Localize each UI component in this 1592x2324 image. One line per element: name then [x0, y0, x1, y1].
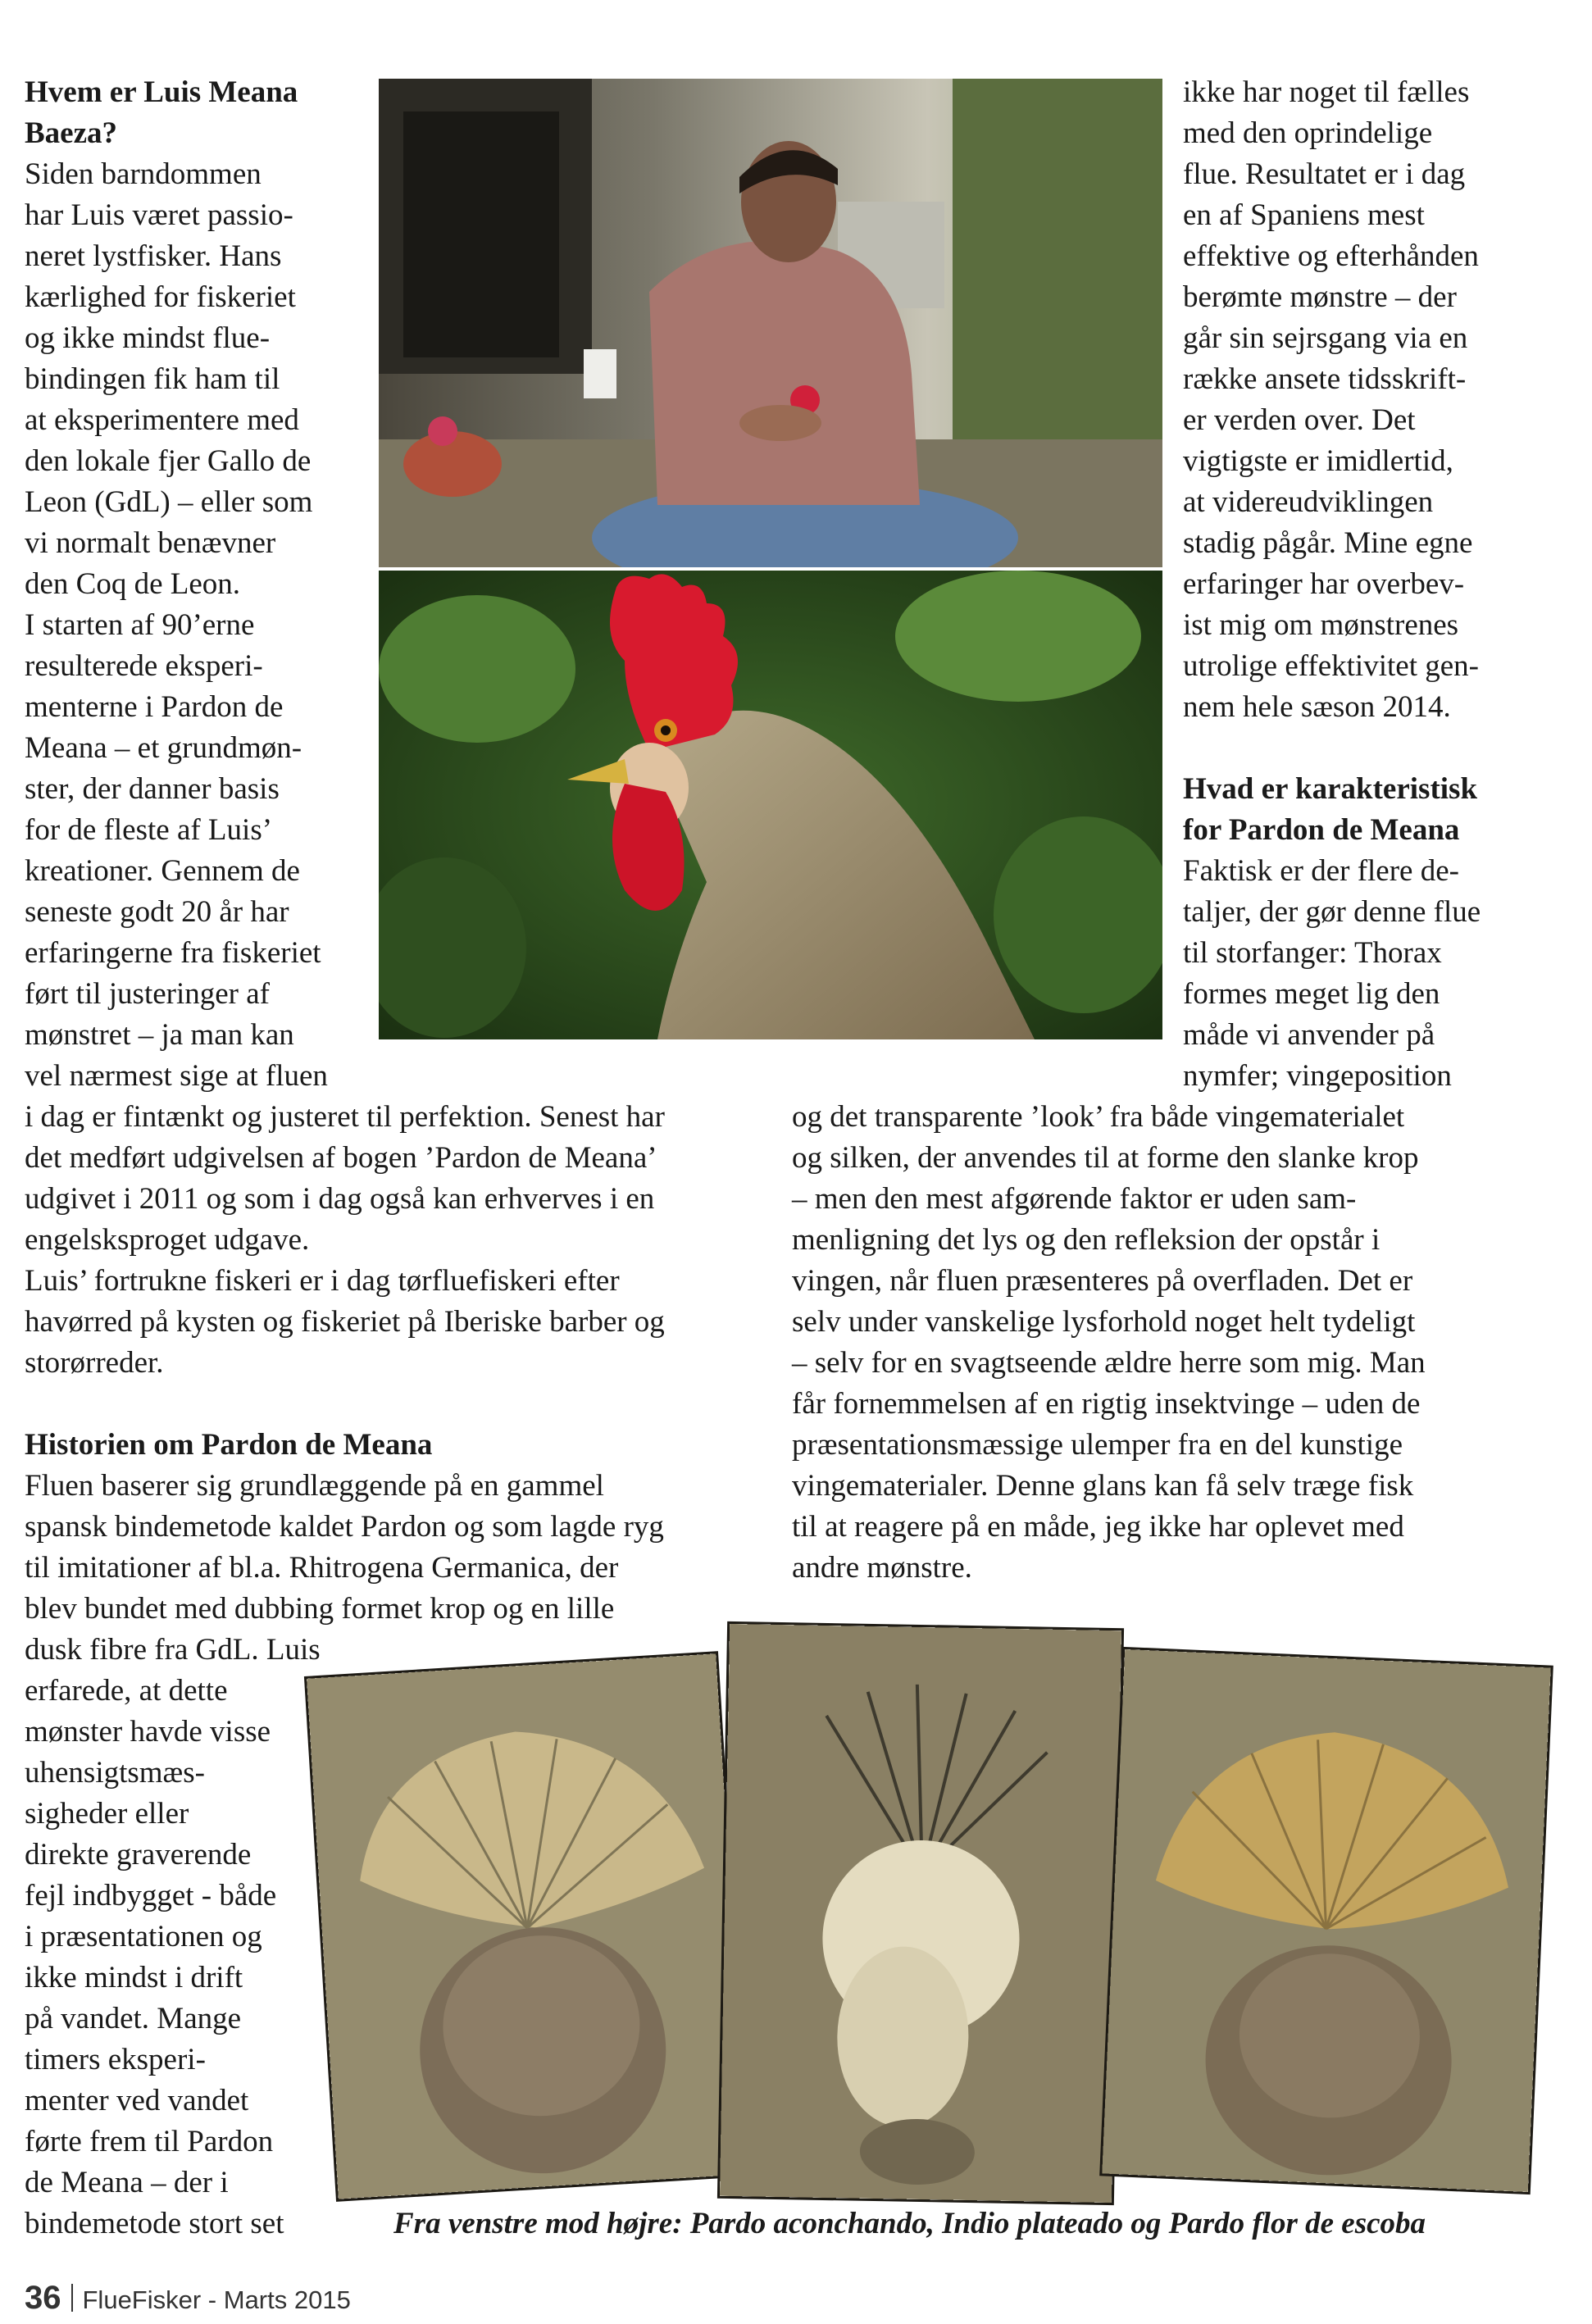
- text-line: erfaringer har overbev-: [1183, 567, 1465, 601]
- text-line: vingen, når fluen præsenteres på overfladen. Det er: [792, 1264, 1413, 1298]
- text-line: vigtigste er imidlertid,: [1183, 444, 1453, 478]
- text-line: præsentationsmæssige ulemper fra en del kunstige: [792, 1428, 1403, 1462]
- text-line: selv under vanskelige lysforhold noget helt tydeligt: [792, 1305, 1416, 1339]
- text-line: storørreder.: [25, 1346, 164, 1380]
- text-line: timers eksperi-: [25, 2043, 206, 2076]
- text-line: går sin sejrsgang via en: [1183, 321, 1468, 355]
- text-line: til storfanger: Thorax: [1183, 936, 1442, 970]
- text-line: havørred på kysten og fiskeriet på Iberiske barber og: [25, 1305, 665, 1339]
- photo-fly-pardo-aconchando: [307, 1653, 748, 2199]
- text-line: måde vi anvender på: [1183, 1018, 1435, 1052]
- page-footer: [25, 2280, 351, 2317]
- text-line: Siden barndommen: [25, 157, 262, 191]
- text-line: Luis’ fortrukne fiskeri er i dag tørfluefiskeri efter: [25, 1264, 620, 1298]
- left-column-body-1: [25, 154, 377, 1097]
- text-line: erfarede, at dette: [25, 1674, 228, 1708]
- heading-history: Historien om Pardon de Meana: [25, 1428, 433, 1462]
- text-line: menterne i Pardon de: [25, 690, 284, 724]
- text-line: berømte mønstre – der: [1183, 280, 1457, 314]
- text-line: fejl indbygget - både: [25, 1879, 277, 1912]
- text-line: Fluen baserer sig grundlæggende på en gammel: [25, 1469, 604, 1503]
- text-line: nem hele sæson 2014.: [1183, 690, 1451, 724]
- text-line: effektive og efterhånden: [1183, 239, 1479, 273]
- text-line: får fornemmelsen af en rigtig insektvinge – uden de: [792, 1387, 1421, 1421]
- heading-characteristics-1: Hvad er karakteristisk: [1183, 772, 1478, 806]
- left-column-bottom: [25, 1630, 336, 2244]
- text-line: og silken, der anvendes til at forme den slanke krop: [792, 1141, 1419, 1175]
- left-column-body-2: [25, 1097, 762, 1384]
- text-line: erfaringerne fra fiskeriet: [25, 936, 321, 970]
- text-line: at eksperimentere med: [25, 403, 299, 437]
- right-column-body-3: [792, 1097, 1579, 1589]
- text-line: blev bundet med dubbing formet krop og en lille: [25, 1592, 615, 1626]
- text-line: udgivet i 2011 og som i dag også kan erhverves i en: [25, 1182, 655, 1216]
- text-line: det medført udgivelsen af bogen ’Pardon de Meana’: [25, 1141, 657, 1175]
- text-line: stadig pågår. Mine egne: [1183, 526, 1473, 560]
- right-column-top: [1183, 72, 1576, 1097]
- text-line: bindemetode stort set: [25, 2207, 284, 2240]
- photo-man-tying-flies: [379, 79, 1162, 567]
- text-line: ikke mindst i drift: [25, 1961, 243, 1994]
- text-line: – selv for en svagtseende ældre herre som mig. Man: [792, 1346, 1426, 1380]
- text-line: ist mig om mønstrenes: [1183, 608, 1459, 642]
- text-line: seneste godt 20 år har: [25, 895, 289, 929]
- text-line: vi normalt benævner: [25, 526, 276, 560]
- photo-rooster: [379, 571, 1162, 1039]
- text-line: menter ved vandet: [25, 2084, 249, 2117]
- text-line: – men den mest afgørende faktor er uden sam-: [792, 1182, 1357, 1216]
- right-column-body-2: [1183, 851, 1576, 1097]
- heading-characteristics-2: for Pardon de Meana: [1183, 813, 1460, 847]
- text-line: den Coq de Leon.: [25, 567, 241, 601]
- text-line: uhensigtsmæs-: [25, 1756, 205, 1790]
- text-line: engelsksproget udgave.: [25, 1223, 310, 1257]
- text-line: række ansete tidsskrift-: [1183, 362, 1467, 396]
- left-column-body-3: [25, 1466, 762, 1630]
- text-line: vel nærmest sige at fluen: [25, 1059, 328, 1093]
- publication-name: FlueFisker - Marts 2015: [82, 2285, 351, 2314]
- text-line: til at reagere på en måde, jeg ikke har oplevet med: [792, 1510, 1404, 1544]
- text-line: vingematerialer. Denne glans kan få selv træge fisk: [792, 1469, 1414, 1503]
- text-line: mønstret – ja man kan: [25, 1018, 294, 1052]
- heading-who-is-luis: Hvem er Luis Meana Baeza?: [25, 75, 298, 150]
- text-line: har Luis været passio-: [25, 198, 293, 232]
- text-line: taljer, der gør denne flue: [1183, 895, 1481, 929]
- text-line: med den oprindelige: [1183, 116, 1433, 150]
- text-line: den lokale fjer Gallo de: [25, 444, 312, 478]
- text-line: i dag er fintænkt og justeret til perfektion. Senest har: [25, 1100, 665, 1134]
- text-line: de Meana – der i: [25, 2166, 229, 2199]
- text-line: førte frem til Pardon: [25, 2125, 274, 2158]
- text-line: neret lystfisker. Hans: [25, 239, 282, 273]
- text-line: i præsentationen og: [25, 1920, 262, 1953]
- footer-separator: [71, 2284, 73, 2312]
- text-line: dusk fibre fra GdL. Luis: [25, 1633, 321, 1667]
- page-number: 36: [25, 2280, 61, 2316]
- text-line: nymfer; vingeposition: [1183, 1059, 1452, 1093]
- text-line: Leon (GdL) – eller som: [25, 485, 313, 519]
- text-line: ikke har noget til fælles: [1183, 75, 1470, 109]
- text-line: på vandet. Mange: [25, 2002, 242, 2035]
- text-line: I starten af 90’erne: [25, 608, 255, 642]
- text-line: ster, der danner basis: [25, 772, 280, 806]
- left-column-body-4: [25, 1630, 336, 2244]
- text-line: bindingen fik ham til: [25, 362, 280, 396]
- text-line: er verden over. Det: [1183, 403, 1416, 437]
- right-column-body-1: [1183, 72, 1576, 728]
- text-line: direkte graverende: [25, 1838, 252, 1871]
- text-line: Faktisk er der flere de-: [1183, 854, 1459, 888]
- photo-fly-pardo-flor-de-escoba: [1102, 1649, 1550, 2192]
- photo-fly-indio-plateado: [720, 1624, 1121, 2203]
- text-line: at videreudviklingen: [1183, 485, 1434, 519]
- text-line: sigheder eller: [25, 1797, 189, 1831]
- text-line: formes meget lig den: [1183, 977, 1440, 1011]
- left-column-mid: [25, 1097, 762, 1630]
- text-line: menligning det lys og den refleksion der opstår i: [792, 1223, 1380, 1257]
- right-column-wide: [792, 1097, 1579, 1589]
- text-line: til imitationer af bl.a. Rhitrogena Germanica, der: [25, 1551, 619, 1585]
- text-line: og ikke mindst flue-: [25, 321, 271, 355]
- text-line: og det transparente ’look’ fra både vingematerialet: [792, 1100, 1405, 1134]
- text-line: flue. Resultatet er i dag: [1183, 157, 1466, 191]
- text-line: andre mønstre.: [792, 1551, 972, 1585]
- text-line: utrolige effektivitet gen-: [1183, 649, 1479, 683]
- left-column-top: [25, 72, 377, 1097]
- text-line: ført til justeringer af: [25, 977, 270, 1011]
- text-line: Meana – et grundmøn-: [25, 731, 302, 765]
- text-line: resulterede eksperi-: [25, 649, 263, 683]
- text-line: en af Spaniens mest: [1183, 198, 1425, 232]
- text-line: mønster havde visse: [25, 1715, 271, 1749]
- text-line: spansk bindemetode kaldet Pardon og som lagde ryg: [25, 1510, 664, 1544]
- text-line: for de fleste af Luis’: [25, 813, 273, 847]
- text-line: kærlighed for fiskeriet: [25, 280, 296, 314]
- photo-caption: Fra venstre mod højre: Pardo aconchando, Indio plateado og Pardo flor de escoba: [393, 2207, 1426, 2240]
- text-line: kreationer. Gennem de: [25, 854, 300, 888]
